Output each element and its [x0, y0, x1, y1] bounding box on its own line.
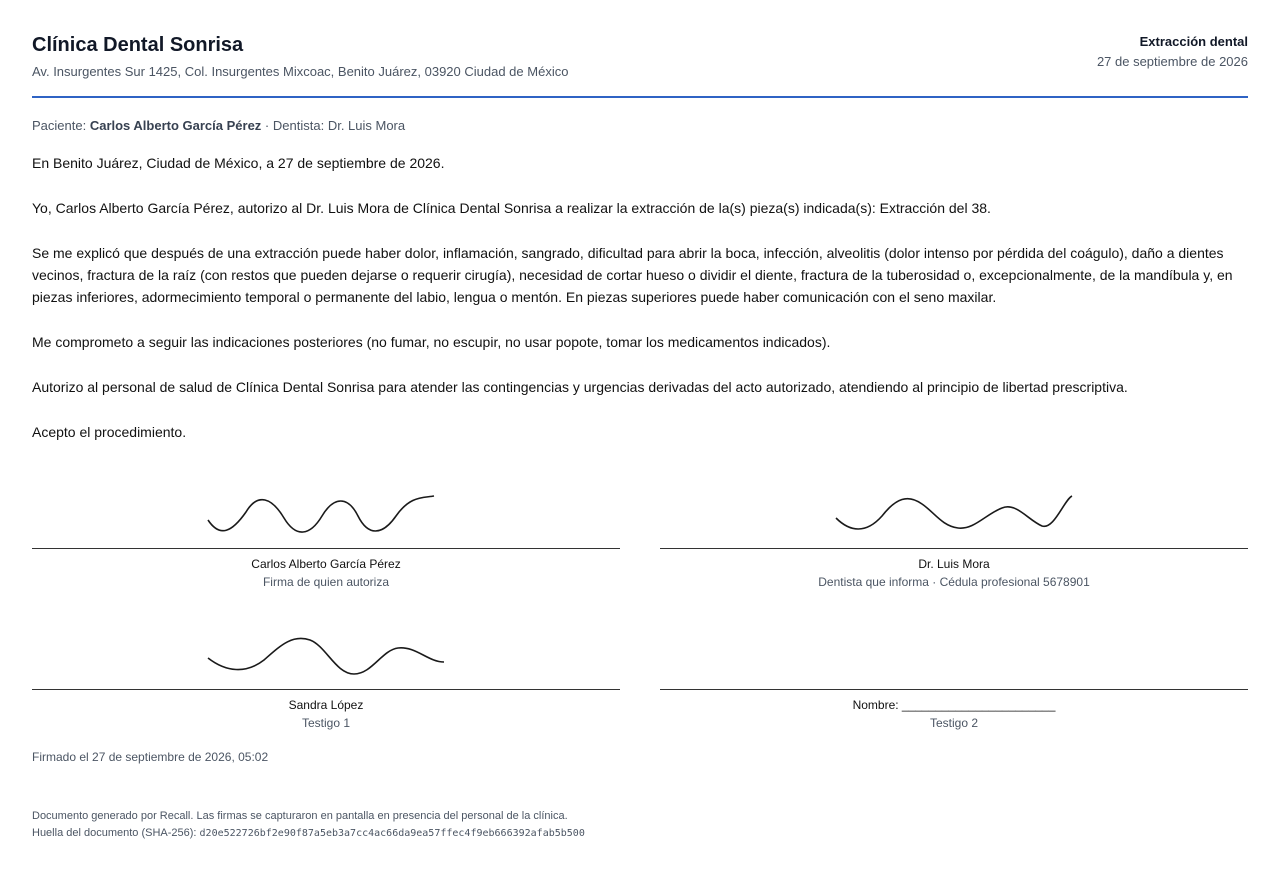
witness2-signature-block [660, 632, 1248, 730]
dentist-label: Dentista: [272, 118, 325, 133]
document-hash-line [32, 825, 585, 842]
clinic-name: Clínica Dental Sonrisa [32, 34, 244, 56]
document-header [32, 34, 1248, 98]
paragraph-authorization: Yo, Carlos Alberto García Pérez, autorizo al Dr. Luis Mora de Clínica Dental Sonrisa a realizar la extracción de la(s) pieza(s) indicada(s): Extracción del 38. [32, 200, 991, 216]
witness2-name-field: Nombre: _______________________ [852, 698, 1056, 712]
signature-line [32, 689, 620, 690]
signature-line [660, 548, 1248, 549]
signature-line [660, 689, 1248, 690]
patient-signature-drawing [206, 490, 446, 540]
signature-line [32, 548, 620, 549]
hash-value: d20e522726bf2e90f87a5eb3a7cc4ac66da9ea57ffec4f9eb666392afab5b500 [199, 828, 585, 839]
witness2-signature-area [660, 632, 1248, 680]
paragraph-place-date: En Benito Juárez, Ciudad de México, a 27 de septiembre de 2026. [32, 155, 445, 171]
dentist-signature-drawing [834, 490, 1074, 540]
consent-body [32, 152, 1248, 466]
witness1-signature-name: Sandra López [288, 698, 364, 712]
dentist-signature-block [660, 490, 1248, 589]
document-date: 27 de septiembre de 2026 [1096, 54, 1248, 69]
patient-signature-block [32, 490, 620, 589]
witness1-signature-role: Testigo 1 [301, 716, 351, 730]
hash-label: Huella del documento (SHA-256): [32, 827, 200, 839]
paragraph-acceptance: Acepto el procedimiento. [32, 424, 187, 440]
document-type: Extracción dental [1139, 34, 1248, 49]
dentist-signature-name: Dr. Luis Mora [918, 557, 990, 571]
patient-name: Carlos Alberto García Pérez [89, 118, 262, 133]
paragraph-commitment: Me comprometo a seguir las indicaciones posteriores (no fumar, no escupir, no usar popote, tomar los medicamentos indicados). [32, 334, 831, 350]
clinic-address: Av. Insurgentes Sur 1425, Col. Insurgentes Mixcoac, Benito Juárez, 03920 Ciudad de México [32, 64, 569, 79]
patient-signature-name: Carlos Alberto García Pérez [251, 557, 401, 571]
patient-signature-role: Firma de quien autoriza [262, 575, 390, 589]
paragraph-contingencies: Autorizo al personal de salud de Clínica Dental Sonrisa para atender las contingencias y urgencias derivadas del acto autorizado, atendiendo al principio de libertad prescriptiva. [32, 379, 1128, 395]
witness1-signature-drawing [206, 632, 446, 680]
dentist-name: Dr. Luis Mora [327, 118, 406, 133]
witness1-signature-block [32, 632, 620, 730]
dentist-signature-role: Dentista que informa · Cédula profesional 5678901 [818, 575, 1090, 589]
patient-label: Paciente: [32, 118, 87, 133]
footer-note: Documento generado por Recall. Las firmas se capturaron en pantalla en presencia del personal de la clínica. [32, 810, 568, 822]
witness2-signature-role: Testigo 2 [929, 716, 979, 730]
signed-timestamp: Firmado el 27 de septiembre de 2026, 05:02 [32, 750, 269, 764]
info-separator: · [261, 118, 273, 133]
paragraph-risks: Se me explicó que después de una extracción puede haber dolor, inflamación, sangrado, dificultad para abrir la boca, infección, alveolitis (dolor intenso por pérdida del coágulo), daño a dientes vecinos, fractura de la raíz (con restos que pueden dejarse o requerir cirugía), necesidad de cortar hueso o dividir el diente, fractura de la tuberosidad o, excepcionalmente, de la mandíbula y, en piezas inferiores, adormecimiento temporal o permanente del labio, lengua o mentón. En piezas superiores puede haber comunicación con el seno maxilar. [32, 245, 1233, 305]
document-footer [32, 808, 585, 842]
patient-info-line [32, 118, 405, 133]
